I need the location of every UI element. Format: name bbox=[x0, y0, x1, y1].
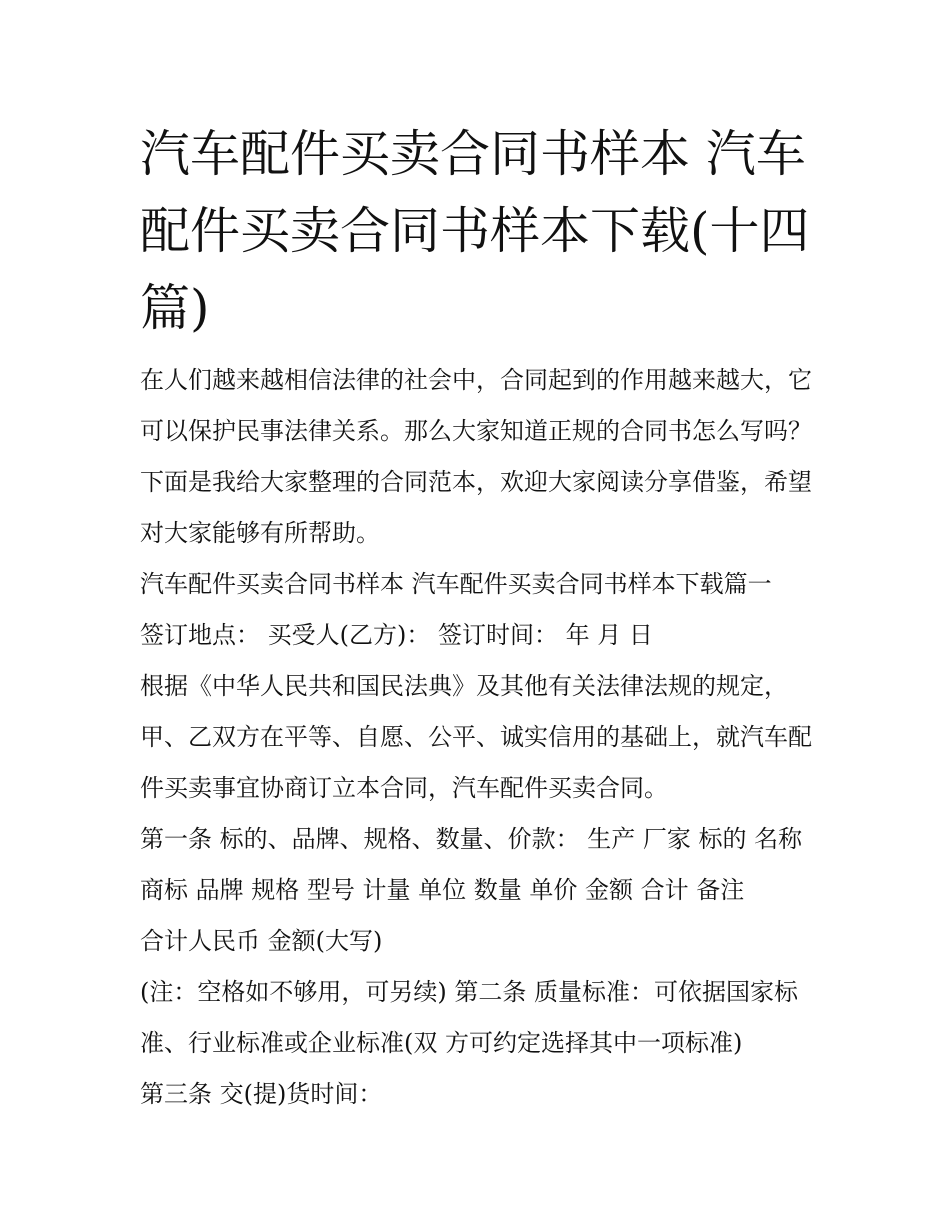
document-title: 汽车配件买卖合同书样本 汽车配件买卖合同书样本下载(十四篇) bbox=[140, 125, 810, 337]
intro-paragraph: 在人们越来越相信法律的社会中，合同起到的作用越来越大，它可以保护民事法律关系。那么大家知道正规的合同书怎么写吗？下面是我给大家整理的合同范本，欢迎大家阅读分享借鉴，希望对大家能够有所帮助。 bbox=[140, 366, 812, 547]
article-two-paragraph: (注：空格如不够用，可另续) 第二条 质量标准：可依据国家标准、行业标准或企业标准(双 方可约定选择其中一项标准) bbox=[140, 978, 798, 1057]
article-three-line: 第三条 交(提)货时间： bbox=[140, 1080, 383, 1108]
document-body bbox=[140, 355, 830, 1120]
article-one-paragraph: 第一条 标的、品牌、规格、数量、价款： 生产 厂家 标的 名称 商标 品牌 规格 型号 计量 单位 数量 单价 金额 合计 备注 bbox=[140, 825, 803, 904]
section-heading: 汽车配件买卖合同书样本 汽车配件买卖合同书样本下载篇一 bbox=[140, 570, 772, 598]
legal-basis-paragraph: 根据《中华人民共和国民法典》及其他有关法律法规的规定，甲、乙双方在平等、自愿、公平、诚实信用的基础上，就汽车配件买卖事宜协商订立本合同，汽车配件买卖合同。 bbox=[140, 672, 812, 802]
signing-info-line: 签订地点： 买受人(乙方)： 签订时间： 年 月 日 bbox=[140, 621, 653, 649]
total-amount-line: 合计人民币 金额(大写) bbox=[140, 927, 383, 955]
